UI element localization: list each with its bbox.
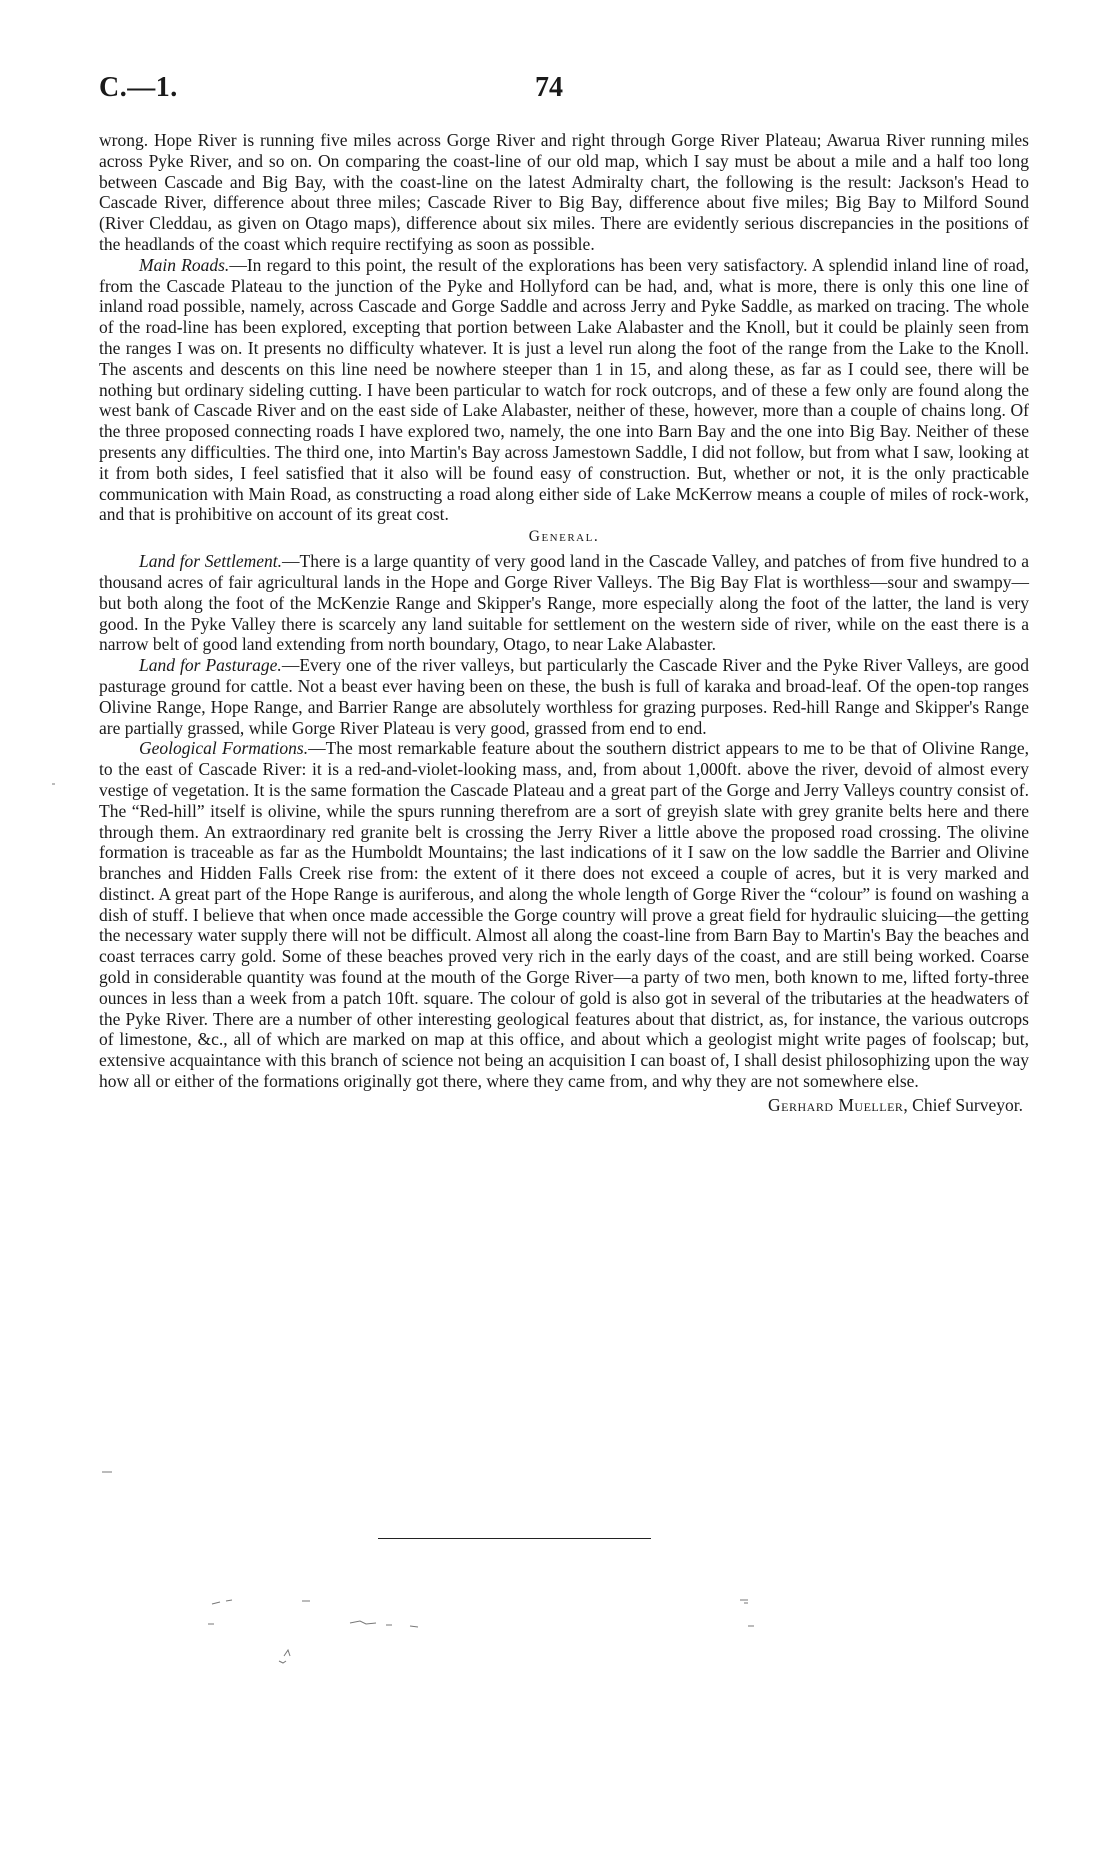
paragraph-coastline: wrong. Hope River is running five miles across Gorge River and right through Gorge River Plateau; Awarua River running miles across Pyke River, and so on. On comparing the coast-line of our old map, which I say must be about a mile and a half too long between Cascade and Big Bay, with the coast-line on the latest Admiralty chart, the following is the result: Jackson's Head to Cascade River, difference about three miles; Cascade River to Big Bay, difference about five miles; Big Bay to Milford Sound (River Cleddau, as given on Otago maps), difference about six miles. There are evidently serious discrepancies in the positions of the headlands of the coast which require rectifying as soon as possible. bbox=[99, 130, 1029, 254]
section-heading-general: General. bbox=[528, 528, 600, 546]
pasturage-title: Land for Pasturage. bbox=[139, 655, 282, 676]
geological-title: Geological Formations. bbox=[139, 738, 309, 759]
pasturage-text: —Every one of the river valleys, but particularly the Cascade River and the Pyke River Valleys, are good pasturage ground for cattle. Not a beast ever having been on these, the bush is full of karaka and broad-leaf. Of the open-top ranges Olivine Range, Hope Range, and Barrier Range are absolutely worthless for grazing purposes. Red-hill Range and Skipper's Range are partially grassed, while Gorge River Plateau is very good, grassed from end to end. bbox=[99, 655, 1030, 738]
geological-text: —The most remarkable feature about the southern district appears to me to be that of Olivine Range, to the east of Cascade River: it is a red-and-violet-looking mass, and, from about 1,000ft. above the river, devoid of almost every vestige of vegetation. It is the same formation the Cascade Plateau and a great part of the Gorge and Jerry Valleys country consist of. The “Red-hill” itself is olivine, while the spurs running therefrom are a sort of greyish slate with grey granite belts here and there through them. An extraordinary red granite belt is crossing the Jerry River a little above the proposed road crossing. The olivine formation is traceable as far as the Humboldt Mountains; the last indications of it I saw on the low saddle the Barrier and Olivine branches and Hidden Falls Creek rise from: the extent of it there does not exceed a couple of acres, but it is very marked and distinct. A great part of the Hope Range is auriferous, and along the whole length of Gorge River the “colour” is found on washing a dish of stuff. I believe that when once made accessible the Gorge country will prove a great field for hydraulic sluicing—the getting the necessary water supply there will not be difficult. Almost all along the coast-line from Barn Bay to Martin's Bay the beaches and coast terraces carry gold. Some of these beaches proved very rich in the early days of the coast, and are still being worked. Coarse gold in considerable quantity was found at the mouth of the Gorge River—a party of two men, both known to me, lifted forty-three ounces in less than a week from a patch 10ft. square. The colour of gold is also got in several of the tributaries at the headwaters of the Pyke River. There are a number of other interesting geological features about that district, as, for instance, the various outcrops of limestone, &c., all of which are marked on map at this office, and about which a geologist might write pages of foolscap; but, extensive acquaintance with this branch of science not being an acquisition I can boast of, I shall desist philosophizing upon the way how all or either of the formations originally got there, where they came from, and why they are not somewhere else. bbox=[99, 738, 1029, 1092]
settlement-text: —There is a large quantity of very good land in the Cascade Valley, and patches of from five hundred to a thousand acres of fair agricultural lands in the Hope and Gorge River Valleys. The Big Bay Flat is worthless—sour and swampy—but both along the foot of the McKenzie Range and Skipper's Range, more especially along the foot of the latter, the land is very good. In the Pyke Valley there is scarcely any land suitable for settlement on the western side of river, while on the east there is a narrow belt of good land extending from north boundary, Otago, to near Lake Alabaster. bbox=[99, 551, 1029, 655]
page-number: 74 bbox=[535, 72, 563, 103]
signature-name: Gerhard Mueller bbox=[768, 1094, 904, 1115]
main-roads-title: Main Roads. bbox=[139, 254, 230, 275]
signature-title: , Chief Surveyor. bbox=[903, 1094, 1023, 1115]
document-reference: C.—1. bbox=[99, 72, 178, 103]
main-roads-text: —In regard to this point, the result of the explorations has been very satisfactory. A splendid inland line of road, from the Cascade Plateau to the junction of the Pyke and Hollyford can be had, and, what is more, there is only this one line of inland road possible, namely, across Cascade and Gorge Saddle and across Jerry and Pyke Saddle, as marked on tracing. The whole of the road-line has been explored, excepting that portion between Lake Alabaster and the Knoll, but it could be plainly seen from the ranges I was on. It presents no difficulty whatever. It is just a level run along the foot of the range from the Lake to the Knoll. The ascents and descents on this line need be nowhere steeper than 1 in 15, and along these, as far as I could see, there will be nothing but ordinary sideling cutting. I have been particular to watch for rock outcrops, and of these a few only are found along the west bank of Cascade River and on the east side of Lake Alabaster, neither of these, however, more than a couple of chains long. Of the three proposed connecting roads I have explored two, namely, the one into Barn Bay and the one into Big Bay. Neither of these presents any difficulties. The third one, into Martin's Bay across Jamestown Saddle, I did not follow, but from what I saw, looking at it from both sides, I feel satisfied that it also will be found easy of construction. But, whether or not, it is the only practicable communication with Main Road, as constructing a road along either side of Lake McKerrow means a couple of miles of rock-work, and that is prohibitive on account of its great cost. bbox=[99, 254, 1029, 525]
settlement-title: Land for Settlement. bbox=[139, 551, 282, 572]
